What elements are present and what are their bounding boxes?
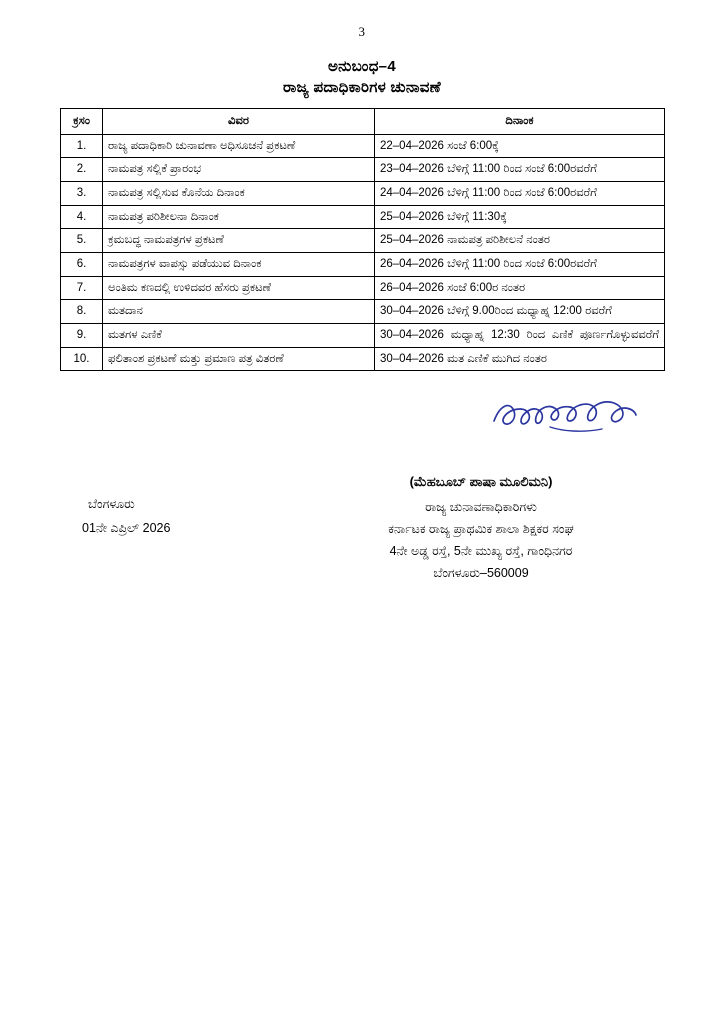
cell-description: ನಾಮಪತ್ರಗಳ ವಾಪಸ್ಸು ಪಡೆಯುವ ದಿನಾಂಕ bbox=[103, 253, 375, 277]
signatory-name: (ಮೆಹಬೂಬ್ ಪಾಷಾ ಮೂಲಿಮನಿ) bbox=[409, 474, 553, 490]
table-row bbox=[61, 182, 665, 206]
cell-date: 30–04–2026 ಬೆಳಿಗ್ಗೆ 9.00ರಿಂದ ಮಧ್ಯಾಹ್ನ 12:00 ರವರೆಗೆ bbox=[375, 300, 665, 324]
cell-date: 30–04–2026 ಮತ ಎಣಿಕೆ ಮುಗಿದ ನಂತರ bbox=[375, 347, 665, 371]
cell-date: 24–04–2026 ಬೆಳಿಗ್ಗೆ 11:00 ರಿಂದ ಸಂಜೆ 6:00ರವರೆಗೆ bbox=[375, 182, 665, 206]
cell-description: ನಾಮಪತ್ರ ಸಲ್ಲಿಕೆ ಪ್ರಾರಂಭ bbox=[103, 158, 375, 182]
cell-description: ಮತದಾನ bbox=[103, 300, 375, 324]
cell-description: ನಾಮಪತ್ರ ಸಲ್ಲಿಸುವ ಕೊನೆಯ ದಿನಾಂಕ bbox=[103, 182, 375, 206]
column-header-description: ವಿವರ bbox=[103, 109, 375, 135]
organization-name: ಕರ್ನಾಟಕ ರಾಜ್ಯ ಪ್ರಾಥಮಿಕ ಶಾಲಾ ಶಿಕ್ಷಕರ ಸಂಘ bbox=[388, 522, 574, 537]
table-row bbox=[61, 276, 665, 300]
column-header-date: ದಿನಾಂಕ bbox=[375, 109, 665, 135]
cell-sl: 10. bbox=[61, 347, 103, 371]
cell-date: 22–04–2026 ಸಂಜೆ 6:00ಕ್ಕೆ bbox=[375, 134, 665, 158]
footer-place-date bbox=[82, 471, 170, 541]
cell-date: 23–04–2026 ಬೆಳಿಗ್ಗೆ 11:00 ರಿಂದ ಸಂಜೆ 6:00ರವರೆಗೆ bbox=[375, 158, 665, 182]
signatory-role: ರಾಜ್ಯ ಚುನಾವಣಾಧಿಕಾರಿಗಳು bbox=[425, 500, 537, 515]
cell-description: ಅಂತಿಮ ಕಣದಲ್ಲಿ ಉಳಿದವರ ಹೆಸರು ಪ್ರಕಟಣೆ bbox=[103, 276, 375, 300]
cell-description: ನಾಮಪತ್ರ ಪರಿಶೀಲನಾ ದಿನಾಂಕ bbox=[103, 205, 375, 229]
election-schedule-table bbox=[60, 108, 665, 371]
cell-date: 26–04–2026 ಸಂಜೆ 6:00ರ ನಂತರ bbox=[375, 276, 665, 300]
cell-date: 25–04–2026 ಬೆಳಿಗ್ಗೆ 11:30ಕ್ಕೆ bbox=[375, 205, 665, 229]
cell-sl: 5. bbox=[61, 229, 103, 253]
address-line-2: ಬೆಂಗಳೂರು–560009 bbox=[433, 565, 529, 580]
cell-sl: 2. bbox=[61, 158, 103, 182]
cell-description: ಮತಗಳ ಎಣಿಕೆ bbox=[103, 324, 375, 348]
cell-sl: 7. bbox=[61, 276, 103, 300]
address-line-1: 4ನೇ ಅಡ್ಡ ರಸ್ತೆ, 5ನೇ ಮುಖ್ಯ ರಸ್ತೆ, ಗಾಂಧಿನಗರ bbox=[389, 543, 573, 558]
page-number: 3 bbox=[358, 24, 366, 39]
column-header-sl: ಕ್ರಸಂ bbox=[61, 109, 103, 135]
table-row bbox=[61, 253, 665, 277]
footer-signatory-block bbox=[316, 471, 646, 584]
table-row bbox=[61, 205, 665, 229]
document-footer bbox=[60, 471, 664, 584]
document-heading: ಅನುಬಂಧ–4 bbox=[328, 58, 396, 75]
cell-sl: 4. bbox=[61, 205, 103, 229]
table-row bbox=[61, 324, 665, 348]
cell-date: 25–04–2026 ನಾಮಪತ್ರ ಪರಿಶೀಲನೆ ನಂತರ bbox=[375, 229, 665, 253]
cell-date: 26–04–2026 ಬೆಳಿಗ್ಗೆ 11:00 ರಿಂದ ಸಂಜೆ 6:00ರವರೆಗೆ bbox=[375, 253, 665, 277]
footer-place: ಬೆಂಗಳೂರು bbox=[88, 497, 135, 512]
signature-area bbox=[60, 399, 664, 469]
cell-date: 30–04–2026 ಮಧ್ಯಾಹ್ನ 12:30 ರಿಂದ ಎಣಿಕೆ ಪೂರ್ಣಗೊಳ್ಳುವವರೆಗೆ bbox=[375, 324, 665, 348]
handwritten-signature-icon bbox=[490, 391, 640, 439]
cell-sl: 3. bbox=[61, 182, 103, 206]
document-subheading: ರಾಜ್ಯ ಪದಾಧಿಕಾರಿಗಳ ಚುನಾವಣೆ bbox=[283, 79, 441, 96]
table-row bbox=[61, 229, 665, 253]
cell-sl: 6. bbox=[61, 253, 103, 277]
table-row bbox=[61, 347, 665, 371]
table-row bbox=[61, 134, 665, 158]
cell-description: ರಾಜ್ಯ ಪದಾಧಿಕಾರಿ ಚುನಾವಣಾ ಅಧಿಸೂಚನೆ ಪ್ರಕಟಣೆ bbox=[103, 134, 375, 158]
table-header-row bbox=[61, 109, 665, 135]
table-row bbox=[61, 300, 665, 324]
cell-description: ಫಲಿತಾಂಶ ಪ್ರಕಟಣೆ ಮತ್ತು ಪ್ರಮಾಣ ಪತ್ರ ವಿತರಣೆ bbox=[103, 347, 375, 371]
table-row bbox=[61, 158, 665, 182]
cell-sl: 9. bbox=[61, 324, 103, 348]
cell-description: ಕ್ರಮಬದ್ಧ ನಾಮಪತ್ರಗಳ ಪ್ರಕಟಣೆ bbox=[103, 229, 375, 253]
cell-sl: 1. bbox=[61, 134, 103, 158]
footer-date: 01ನೇ ಎಪ್ರಿಲ್ 2026 bbox=[82, 521, 171, 536]
cell-sl: 8. bbox=[61, 300, 103, 324]
